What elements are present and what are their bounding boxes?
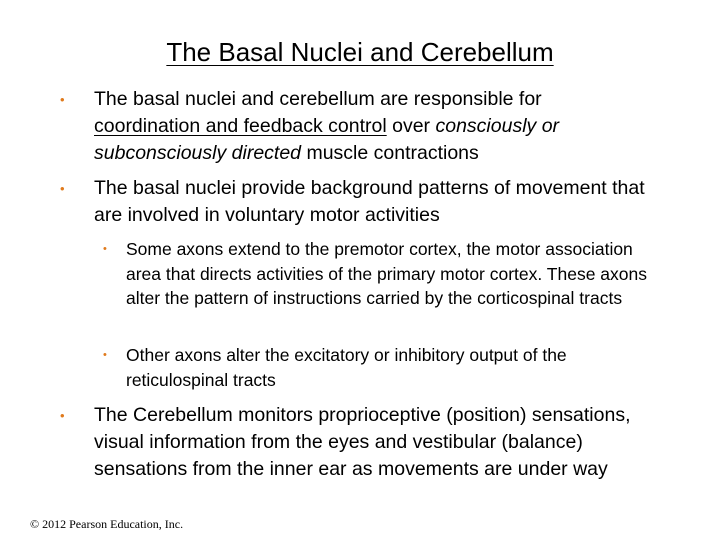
slide-title: The Basal Nuclei and Cerebellum (166, 37, 554, 67)
bullet-item-2: • The basal nuclei provide background patterns of movement that are involved in voluntary motor activities (60, 177, 645, 226)
bullet-dot-icon: • (60, 92, 65, 107)
bullet-dot-icon: • (60, 181, 65, 196)
sub-bullet-item-2: • Other axons alter the excitatory or inhibitory output of the reticulospinal tracts (103, 345, 567, 390)
bullet-dot-icon: • (60, 408, 65, 423)
bullet-item-3: • The Cerebellum monitors proprioceptive (position) sensations, visual information from the eyes and vestibular (balance) sensations from the inner ear as movements are under way (60, 404, 631, 480)
sub-bullet-dot-icon: • (103, 349, 107, 361)
sub-bullet-item-1: • Some axons extend to the premotor cortex, the motor association area that directs activities of the primary motor cortex. These axons alter the pattern of instructions carried by the corticospinal tracts (103, 239, 648, 308)
bullet-item-1: • The basal nuclei and cerebellum are responsible for coordination and feedback control over consciously or subconsciously directed muscle contractions (60, 88, 560, 164)
sub-bullet-dot-icon: • (103, 243, 107, 255)
copyright-footer: © 2012 Pearson Education, Inc. (30, 517, 184, 531)
